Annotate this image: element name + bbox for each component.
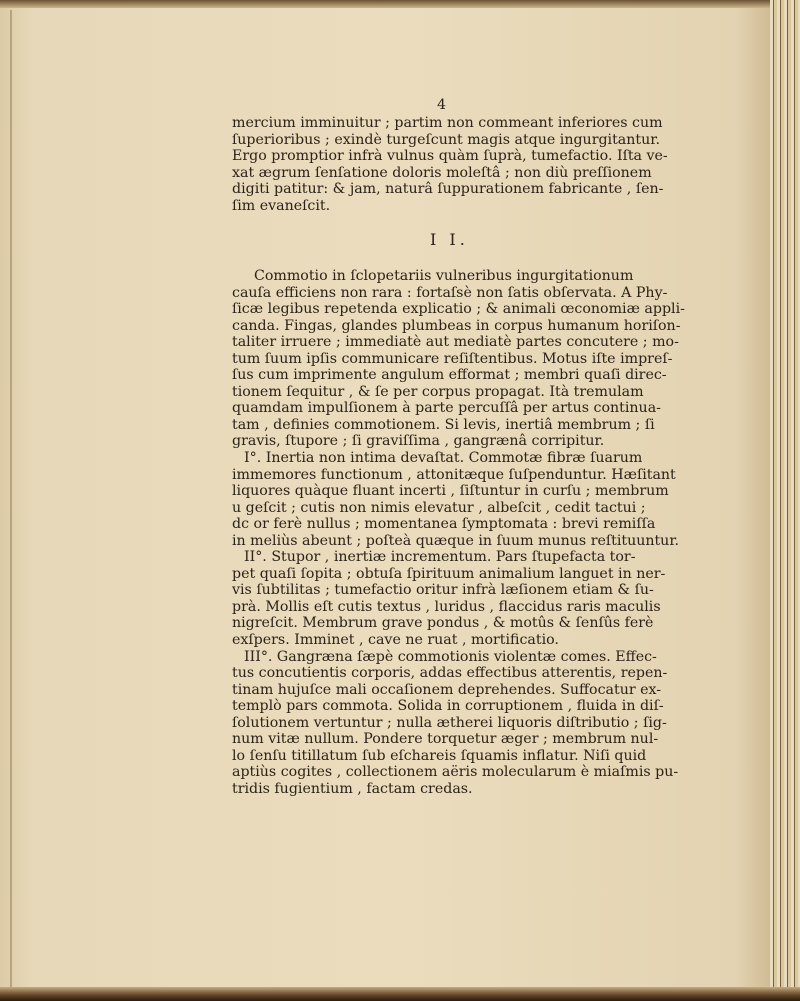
text-line: I°. Inertia non intima devaſtat. Commotæ fibræ ſuarum <box>244 450 643 467</box>
text-line: tridis fugientium , factam credas. <box>232 780 473 797</box>
page-top-edge <box>0 0 800 8</box>
text-line: prà. Mollis eſt cutis textus , luridus , flaccidus raris maculis <box>232 598 661 615</box>
text-line: lo ſenſu titillatum ſub eſchareis ſquamis inflatur. Niſi quid <box>232 747 647 764</box>
text-line: xat ægrum ſenſatione doloris moleſtâ ; non diù preſſionem <box>232 164 652 181</box>
text-line: nigreſcit. Membrum grave pondus , & motûs & ſenſûs ferè <box>232 615 654 632</box>
text-line: immemores functionum , attonitæque ſuſpenduntur. Hæſitant <box>232 466 676 483</box>
text-line: liquores quàque fluant incerti , ſiſtuntur in curſu ; membrum <box>232 483 669 500</box>
text-line: taliter irruere ; immediatè aut mediatè partes concutere ; mo- <box>232 334 679 351</box>
text-line: digiti patitur: & jam, naturâ ſuppurationem fabricante , ſen- <box>232 181 664 198</box>
text-line: gravis, ſtupore ; ſi graviſſima , gangrænâ corripitur. <box>232 433 605 450</box>
text-line: ſuperioribus ; exindè turgeſcunt magis atque ingurgitantur. <box>232 131 660 148</box>
text-line: canda. Fingas, glandes plumbeas in corpus humanum horiſon- <box>232 317 681 334</box>
book-fore-edge <box>770 0 800 1001</box>
text-line: num vitæ nullum. Pondere torquetur æger ; membrum nul- <box>232 731 659 748</box>
page-left-rule <box>10 10 12 991</box>
text-line: ſolutionem vertuntur ; nulla ætherei liquoris diſtributio ; ſig- <box>232 714 667 731</box>
paragraph-1 <box>232 115 762 214</box>
text-line: II°. Stupor , inertiæ incrementum. Pars ſtupefacta tor- <box>244 549 636 566</box>
text-line: ſus cum imprimente angulum efformat ; membri quaſi direc- <box>232 367 667 384</box>
text-line: u geſcit ; cutis non nimis elevatur , albeſcit , cedit tactui ; <box>232 499 646 516</box>
text-line: exſpers. Imminet , cave ne ruat , mortificatio. <box>232 632 559 649</box>
text-line: tus concutientis corporis, addas effectibus atterentis, repen- <box>232 665 668 682</box>
text-line: tam , definies commotionem. Si levis, inertiâ membrum ; ſi <box>232 416 655 433</box>
text-line: templò pars commota. Solida in corruptionem , fluida in diſ- <box>232 698 664 715</box>
text-line: tionem ſequitur , & ſe per corpus propagat. Ità tremulam <box>232 383 644 400</box>
text-line: Ergo promptior infrà vulnus quàm ſuprà, tumefactio. Iſta ve- <box>232 148 668 165</box>
text-line: quamdam impulſionem à parte percuſſâ per artus continua- <box>232 400 661 417</box>
page-bottom-edge <box>0 987 800 1001</box>
section-heading: I I. <box>430 230 469 249</box>
text-line: in meliùs abeunt ; poſteà quæque in ſuum munus reſtituuntur. <box>232 532 680 549</box>
text-line: pet quaſi ſopita ; obtuſa ſpirituum animalium languet in ner- <box>232 565 666 582</box>
text-line: cauſa efficiens non rara : fortaſsè non ſatis obſervata. A Phy- <box>232 284 668 301</box>
text-line: tum ſuum ipſis communicare reſiſtentibus. Motus iſte impreſ- <box>232 350 673 367</box>
text-line: vis ſubtilitas ; tumefactio oritur infrà læſionem etiam & ſu- <box>232 582 654 599</box>
text-line: tinam hujuſce mali occaſionem deprehendes. Suffocatur ex- <box>232 681 662 698</box>
text-line: ſim evaneſcit. <box>232 197 331 214</box>
text-line: III°. Gangræna ſæpè commotionis violentæ comes. Effec- <box>244 648 657 665</box>
text-line: ſicæ legibus repetenda explicatio ; & animali œconomiæ appli- <box>232 301 685 318</box>
paragraph-2 <box>232 268 762 798</box>
text-line: dc or ferè nullus ; momentanea ſymptomata : brevi remiſſa <box>232 516 656 533</box>
text-line: Commotio in ſclopetariis vulneribus ingurgitationum <box>254 268 634 284</box>
page-number: 4 <box>437 97 447 113</box>
text-line: mercium imminuitur ; partim non commeant inferiores cum <box>232 115 663 131</box>
text-line: aptiùs cogites , collectionem aëris molecularum è miaſmis pu- <box>232 764 679 781</box>
